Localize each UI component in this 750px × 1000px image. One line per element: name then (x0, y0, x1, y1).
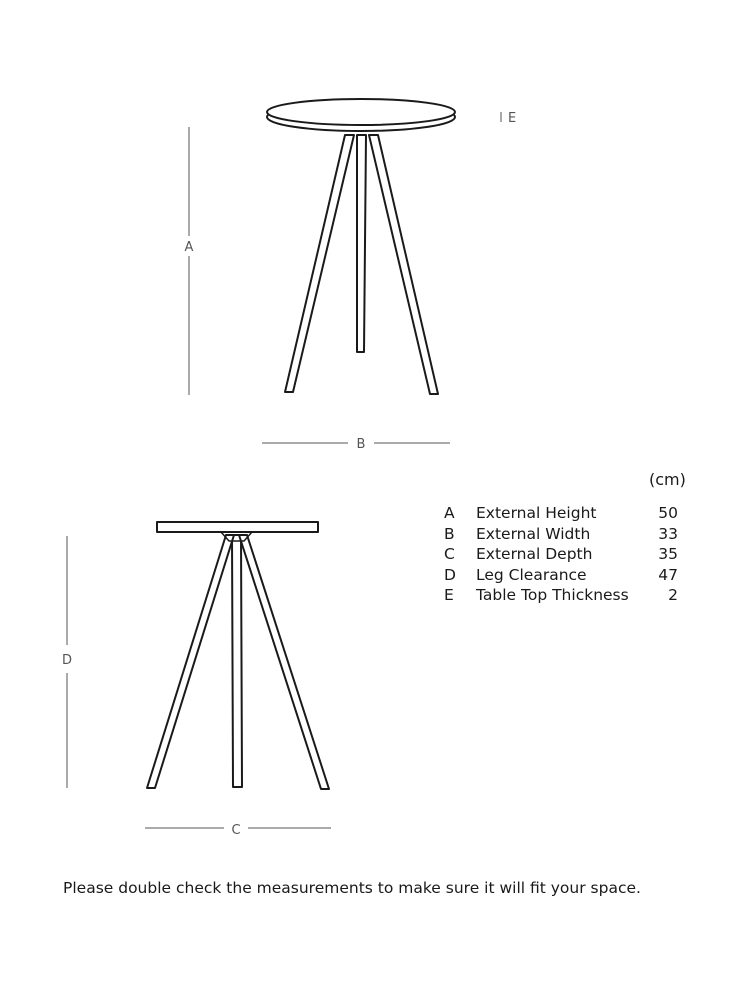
dimension-value: 47 (658, 565, 678, 584)
unit-label: (cm) (649, 470, 686, 489)
side-view-left-leg (147, 535, 234, 788)
dimension-name: Table Top Thickness (476, 586, 629, 605)
dimension-row (444, 585, 678, 606)
dimension-name: External Height (476, 504, 597, 522)
dimension-row (444, 503, 678, 524)
dimension-b-label: B (356, 437, 366, 452)
dimension-value: 2 (668, 586, 678, 605)
front-view-tabletop (267, 99, 455, 125)
dimension-d-label: D (61, 653, 73, 668)
dimension-e-label: E (508, 111, 517, 126)
dimension-key: A (444, 504, 455, 522)
side-view-right-leg (239, 535, 329, 789)
dimension-key: E (444, 586, 454, 605)
dimension-key: D (444, 565, 456, 584)
dimension-row (444, 544, 678, 565)
dimension-table (444, 503, 678, 606)
dimension-key: C (444, 545, 455, 564)
dimension-name: External Depth (476, 545, 593, 564)
front-view-back-leg (357, 135, 366, 352)
dimension-row (444, 524, 678, 545)
side-view-center-leg (232, 535, 242, 787)
front-view-right-leg (369, 135, 438, 394)
front-view-table (267, 99, 455, 394)
dimension-key: B (444, 524, 455, 543)
dimension-a-label: A (184, 240, 194, 255)
dimension-name: External Width (476, 524, 591, 543)
dimension-value: 35 (658, 545, 678, 564)
dimension-c-label: C (231, 823, 241, 838)
dimension-value: 50 (658, 504, 678, 522)
dimension-name: Leg Clearance (476, 565, 587, 584)
side-view-table (147, 522, 329, 789)
front-view-left-leg (285, 135, 354, 392)
measurement-note: Please double check the measurements to make sure it will fit your space. (63, 879, 641, 897)
dimension-value: 33 (658, 524, 678, 543)
side-view-tabletop (157, 522, 318, 532)
dimension-row (444, 565, 678, 586)
